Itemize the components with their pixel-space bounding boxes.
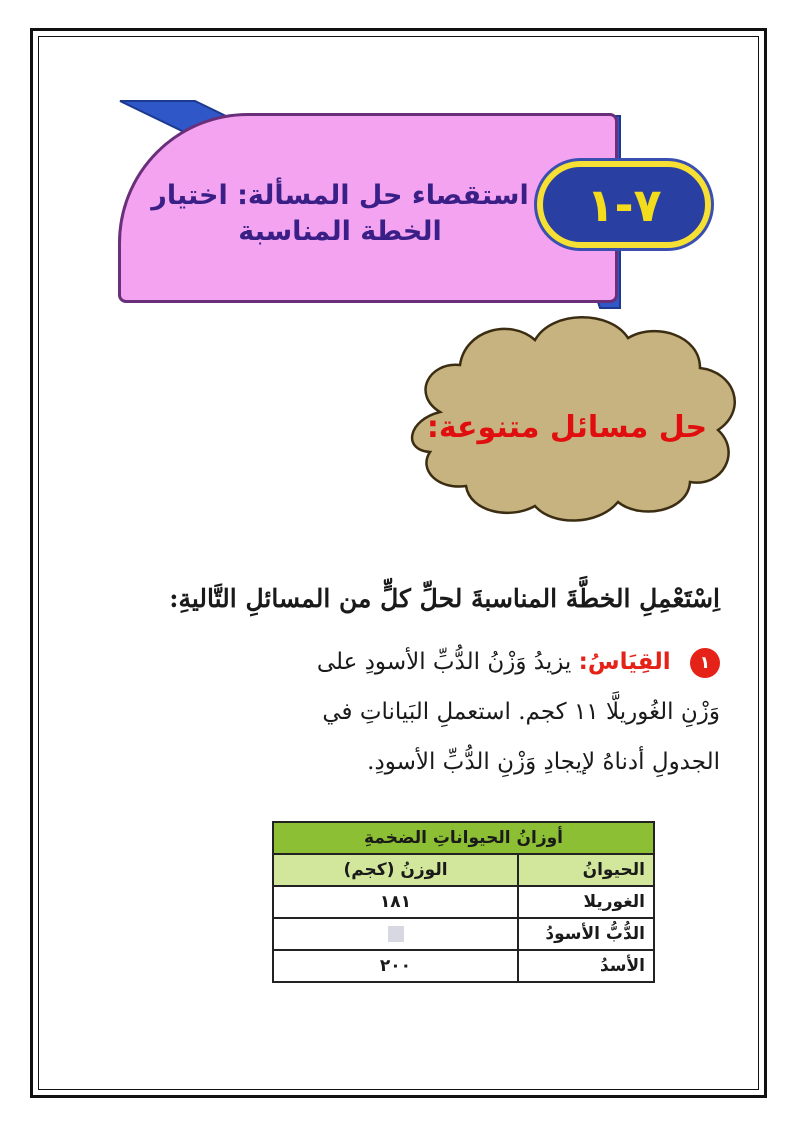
table-row: [273, 886, 654, 918]
problem-label: القِيَاسُ:: [578, 649, 671, 675]
table-row: [273, 918, 654, 950]
section-title: حل مسائل متنوعة:: [426, 410, 708, 445]
cell-animal: الغوريلا: [518, 886, 654, 918]
table-header-row: [273, 854, 654, 886]
table-row: [273, 950, 654, 982]
cell-animal: الدُّبُّ الأسودُ: [518, 918, 654, 950]
cell-weight: ٢٠٠: [273, 950, 518, 982]
problem-line-1: [150, 637, 720, 687]
lesson-title-line2: الخطة المناسبة: [238, 216, 442, 247]
cell-animal: الأسدُ: [518, 950, 654, 982]
problem-text-line3: الجدولِ أدناهُ لإيجادِ وَزْنِ الدُّبِّ الأسودِ.: [367, 749, 720, 775]
header-weight: الوزنُ (كجم): [273, 854, 518, 886]
table-caption: أوزانُ الحيواناتِ الضخمةِ: [273, 822, 654, 854]
cloud-shape: [0, 0, 800, 560]
problem-text-line2: وَزْنِ الغُوريلَّا ١١ كجم. استعملِ البَياناتِ في: [322, 699, 720, 725]
instruction-text: اِسْتَعْمِلِ الخطَّةَ المناسبةَ لحلِّ كلٍّ من المسائلِ التَّاليةِ:: [169, 584, 720, 613]
lesson-number: ٧-١: [586, 177, 662, 232]
animal-weights-table: [272, 821, 655, 983]
lesson-title-line1: استقصاء حل المسألة: اختيار: [151, 180, 529, 211]
cell-weight-unknown: [273, 918, 518, 950]
problem-number-badge: ١: [690, 648, 720, 678]
problem-1: [150, 637, 720, 787]
problem-text-line1: يزيدُ وَزْنُ الدُّبِّ الأسودِ على: [316, 649, 572, 675]
unknown-value-box: [388, 926, 404, 942]
header-animal: الحيوانُ: [518, 854, 654, 886]
cell-weight: ١٨١: [273, 886, 518, 918]
